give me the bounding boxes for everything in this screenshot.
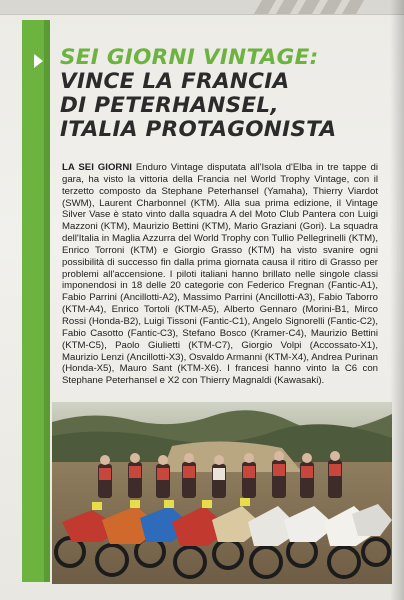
article-body-text: Enduro Vintage disputata all'Isola d'Elba in tre tappe di gara, ha visto la vittoria della Francia nel World Trophy Vintage, con il terzetto composto da Stephane Peterhansel (Yamaha), Thierry Viardot (SWM), Laurent Charbonnel (KTM). Alla sua prima edizione, il Vintage Silver Vase è stato vinto dalla squadra A del Moto Club Pantera con Luigi Mazzoni (KTM), Maurizio Bettini (KTM), Mario Graziani (Gori). La squadra dell'Italia in Maglia Azzurra del World Trophy con Tullio Pellegrinelli (KTM), Enrico Torroni (KTM) e Giorgio Grasso (KTM) ha visto svanire ogni possibilità di successo fin dalla prima giornata causa il ritiro di Grasso per problemi all'accensione. I piloti italiani hanno brillato nelle singole classi imponendosi in 18 delle 20 categorie con Federico Fregnan (Fantic-A1), Fabio Parrini (Ancillotti-A2), Massimo Parrini (Ancillotti-A3), Fabio Taborro (KTM-A4), Enrico Tortoli (KTM-A5), Alberto Gennaro (Morini-B1, Mirco Rossi (Honda-B2), Luigi Tissoni (Fantic-C1), Angelo Signorelli (Fantic-C2), Fabio Casotto (Fantic-C3), Stefano Bosco (Kramer-C4), Maurizio Bettini (KTM-C5), Paolo Giulietti (KTM-C7), Giorgio Volpi (Accossato-X1), Maurizio Lenzi (Ancillotti-X3), Osvaldo Armanni (KTM-X4), Andrea Purinan (Honda-X5), Mauro Sant (KTM-X6). I francesi hanno vinto la C6 con Stephane Peterhansel e X2 con Thierry Magnaldi (Kawasaki). (62, 162, 378, 387)
riders-photo (52, 402, 392, 584)
stripe-decoration (320, 0, 342, 14)
stripe-decoration (254, 0, 276, 14)
article-body (62, 162, 378, 387)
title-line-2: VINCE LA FRANCIA (60, 69, 290, 94)
stripe-decoration (342, 0, 364, 14)
article-title (60, 46, 390, 142)
title-line-4: ITALIA PROTAGONISTA (60, 117, 337, 142)
arrow-icon (34, 54, 43, 68)
green-side-bar-shade (44, 20, 50, 582)
stripe-decoration (298, 0, 320, 14)
riders-photo-illustration (52, 402, 392, 584)
stripe-decoration (276, 0, 298, 14)
article-lead: LA SEI GIORNI (62, 162, 132, 173)
title-line-3: DI PETERHANSEL, (60, 93, 279, 118)
page-shadow (390, 0, 404, 600)
top-stripe-band (0, 0, 404, 15)
title-line-1: SEI GIORNI VINTAGE: (60, 45, 319, 70)
